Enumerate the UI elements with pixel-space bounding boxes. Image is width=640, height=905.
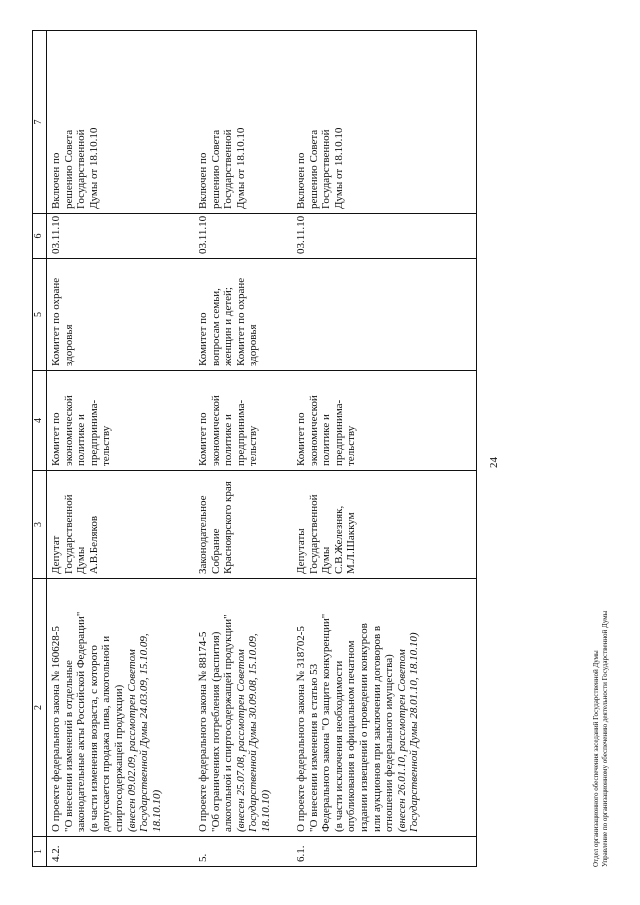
bill-title: О проекте федерального закона № 160628-5 "О внесении изменений в отдельные законодательные акты Российской Федерации" (в части изменения возраста, с которого допускается продажа пива, алкогольной и спиртосодержащей продукции) bbox=[50, 611, 125, 832]
bill-description bbox=[47, 579, 195, 837]
footer-department: Отдел организационного обеспечения заседаний Государственной Думы bbox=[592, 650, 600, 867]
column-header: 5 bbox=[33, 259, 47, 371]
bill-title: О проекте федерального закона № 318702-5 "О внесении изменения в статью 53 Федерального закона "О защите конкуренции" (в части исключения необходимости опубликования в официальном печатном издании извещений о проведении конкурсов или аукционов при заключении договоров в отношении федерального имущества) bbox=[295, 613, 396, 832]
responsible-committee: Комитет по экономической политике и предпринима- тельству bbox=[292, 371, 477, 471]
co-executor-committee bbox=[292, 259, 477, 371]
responsible-committee: Комитет по экономической политике и предпринима- тельству bbox=[194, 371, 292, 471]
inclusion-basis: Включен по решению Совета Государственной Думы от 18.10.10 bbox=[292, 31, 477, 214]
column-header: 7 bbox=[33, 31, 47, 214]
bill-description bbox=[194, 579, 292, 837]
co-executor-committee: Комитет по охране здоровья bbox=[47, 259, 195, 371]
column-header-row bbox=[33, 31, 47, 867]
inclusion-basis: Включен по решению Совета Государственной Думы от 18.10.10 bbox=[47, 31, 195, 214]
page-number: 24 bbox=[488, 457, 500, 468]
consideration-date: 03.11.10 bbox=[47, 214, 195, 259]
table-row bbox=[292, 31, 477, 867]
column-header: 2 bbox=[33, 579, 47, 837]
initiator: Законодательное Собрание Красноярского края bbox=[194, 471, 292, 579]
item-number: 4.2. bbox=[47, 837, 195, 867]
column-header: 3 bbox=[33, 471, 47, 579]
bill-title: О проекте федерального закона № 88174-5 "Об ограничениях потребления (распития) алкогольной и спиртосодержащей продукции" bbox=[197, 614, 235, 832]
consideration-date: 03.11.10 bbox=[194, 214, 292, 259]
column-header: 6 bbox=[33, 214, 47, 259]
bill-history-note: (внесен 09.02.09, рассмотрен Советом Государственной Думы 24.03.09, 15.10.09, 18.10.10) bbox=[125, 633, 163, 832]
bill-history-note: (внесен 26.01.10, рассмотрен Советом Государственной Думы 28.01.10, 18.10.10) bbox=[395, 632, 421, 832]
footer-directorate: Управление по организационному обеспечению деятельности Государственной Думы bbox=[601, 610, 609, 867]
table-row bbox=[47, 31, 195, 867]
agenda-table bbox=[32, 30, 477, 867]
item-number: 5. bbox=[194, 837, 292, 867]
co-executor-committee: Комитет по вопросам семьи, женщин и детей; Комитет по охране здоровья bbox=[194, 259, 292, 371]
column-header: 4 bbox=[33, 371, 47, 471]
consideration-date: 03.11.10 bbox=[292, 214, 477, 259]
table-row bbox=[194, 31, 292, 867]
responsible-committee: Комитет по экономической политике и предпринима- тельству bbox=[47, 371, 195, 471]
inclusion-basis: Включен по решению Совета Государственной Думы от 18.10.10 bbox=[194, 31, 292, 214]
initiator: Депутаты Государственной Думы С.В.Железняк, М.Л.Шаккум bbox=[292, 471, 477, 579]
bill-description bbox=[292, 579, 477, 837]
item-number: 6.1. bbox=[292, 837, 477, 867]
initiator: Депутат Государственной Думы А.В.Беляков bbox=[47, 471, 195, 579]
column-header: 1 bbox=[33, 837, 47, 867]
bill-history-note: (внесен 25.07.08, рассмотрен Советом Государственной Думы 30.09.08, 15.10.09, 18.10.10) bbox=[234, 633, 272, 832]
